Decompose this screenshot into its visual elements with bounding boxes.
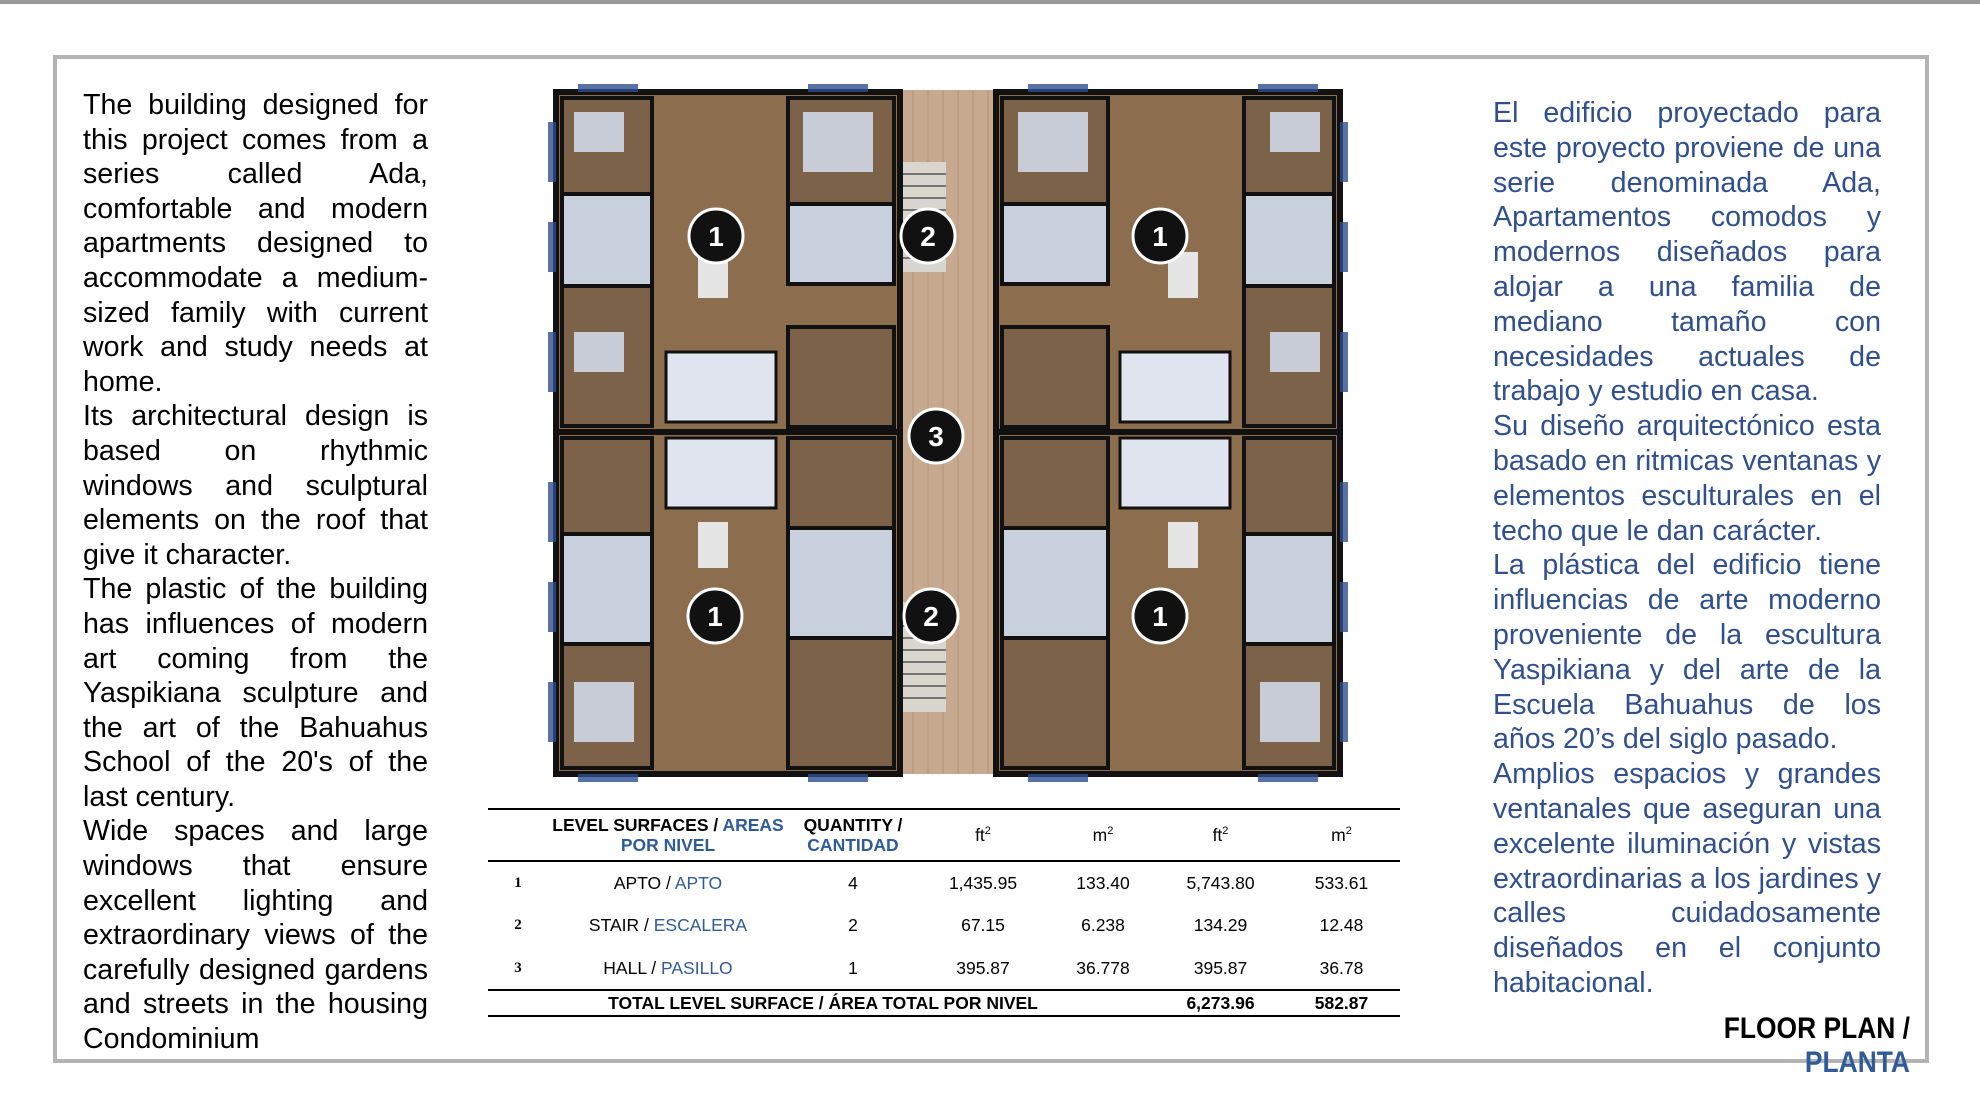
svg-text:2: 2 xyxy=(923,601,939,632)
svg-text:3: 3 xyxy=(928,421,944,452)
row-total-ft2: 5,743.80 xyxy=(1186,872,1255,893)
row-ft2: 395.87 xyxy=(956,957,1010,978)
plan-marker xyxy=(904,589,958,643)
header-unit-m2: $m^2$ xyxy=(1092,825,1114,845)
total-ft2: 6,273.96 xyxy=(1186,992,1255,1013)
total-label: TOTAL LEVEL SURFACE / ÁREA TOTAL POR NIVEL xyxy=(608,992,1038,1013)
table-row xyxy=(488,947,1400,990)
row-name: HALL / PASILLO xyxy=(603,957,733,978)
row-ft2: 67.15 xyxy=(961,915,1005,935)
header-empty xyxy=(488,809,548,861)
description-es-paragraph: La plástica del edificio tiene influencias de arte moderno proveniente de la escultura Yaspikiana y del arte de la Escuela Bahuahus de los años 20’s del siglo pasado. xyxy=(1493,549,1881,756)
row-total-m2: 36.78 xyxy=(1319,957,1364,978)
description-es-paragraph: El edificio proyectado para este proyecto proviene de una serie denominada Ada, Apartamentos comodos y modernos diseñados para alojar a una familia de mediano tamaño con necesidades actuales de trabajo y estudio en casa. xyxy=(1493,97,1881,408)
row-name: APTO / APTO xyxy=(613,872,723,893)
floor-plan-image xyxy=(548,82,1350,782)
row-quantity: 2 xyxy=(848,915,858,935)
plan-marker xyxy=(901,209,955,263)
svg-text:1: 1 xyxy=(708,221,724,252)
plan-marker xyxy=(1133,209,1187,263)
header-quantity: QUANTITY / CANTIDAD xyxy=(803,815,903,855)
row-quantity: 4 xyxy=(848,872,858,893)
row-name: STAIR / ESCALERA xyxy=(588,915,748,935)
row-ft2: 1,435.95 xyxy=(948,872,1018,893)
description-es-paragraph: Amplios espacios y grandes ventanales que aseguran una excelente iluminación y vistas extraordinarias a los jardines y calles cuidadosamente diseñados en el conjunto habitacional. xyxy=(1493,758,1881,999)
svg-text:1: 1 xyxy=(707,601,723,632)
description-en-paragraph: Its architectural design is based on rhythmic windows and sculptural elements on the roof that give it character. xyxy=(83,400,428,571)
row-total-m2: 533.61 xyxy=(1314,872,1369,893)
row-number: 1 xyxy=(514,874,522,891)
row-m2: 36.778 xyxy=(1076,957,1130,978)
surfaces-table xyxy=(488,808,1400,1017)
description-es-paragraph: Su diseño arquitectónico esta basado en ritmicas ventanas y elementos esculturales en el techo que le dan carácter. xyxy=(1493,410,1881,547)
row-total-ft2: 395.87 xyxy=(1193,957,1248,978)
description-en-paragraph: The building designed for this project comes from a series called Ada, comfortable and modern apartments designed to accommodate a medium-sized family with current work and study needs at home. xyxy=(83,89,428,398)
row-number: 3 xyxy=(514,959,522,976)
description-spanish xyxy=(1493,96,1881,1001)
row-total-ft2: 134.29 xyxy=(1193,915,1248,935)
page-title: FLOOR PLAN / PLANTA xyxy=(1723,1012,1910,1079)
svg-text:1: 1 xyxy=(1152,601,1168,632)
row-total-m2: 12.48 xyxy=(1319,915,1364,935)
description-en-paragraph: The plastic of the building has influences of modern art coming from the Yaspikiana sculpture and the art of the Bahuahus School of the 20's of the last century. xyxy=(83,573,428,813)
plan-marker xyxy=(689,209,743,263)
header-unit-total-m2: $m^2$ xyxy=(1331,825,1352,845)
svg-text:2: 2 xyxy=(920,221,936,252)
apartment-top-left xyxy=(556,92,900,432)
svg-text:1: 1 xyxy=(1152,221,1168,252)
row-number: 2 xyxy=(514,917,522,933)
table-total-row xyxy=(488,990,1400,1016)
description-en-paragraph: Wide spaces and large windows that ensure excellent lighting and extraordinary views of the carefully designed gardens and streets in the housing Condominium xyxy=(83,815,428,1056)
header-level: LEVEL SURFACES / AREAS POR NIVEL xyxy=(552,815,784,855)
row-m2: 133.40 xyxy=(1076,872,1130,893)
row-m2: 6.238 xyxy=(1081,915,1125,935)
table-header-row xyxy=(488,809,1400,861)
table-row xyxy=(488,861,1400,904)
header-unit-total-ft2: $ft^2$ xyxy=(1212,825,1229,845)
table-row xyxy=(488,904,1400,947)
header-unit-ft2: $ft^2$ xyxy=(975,825,991,845)
description-english xyxy=(83,88,428,1057)
total-m2: 582.87 xyxy=(1314,992,1369,1013)
plan-marker xyxy=(909,409,963,463)
plan-marker xyxy=(1133,589,1187,643)
row-quantity: 1 xyxy=(848,957,858,978)
plan-marker xyxy=(688,589,742,643)
